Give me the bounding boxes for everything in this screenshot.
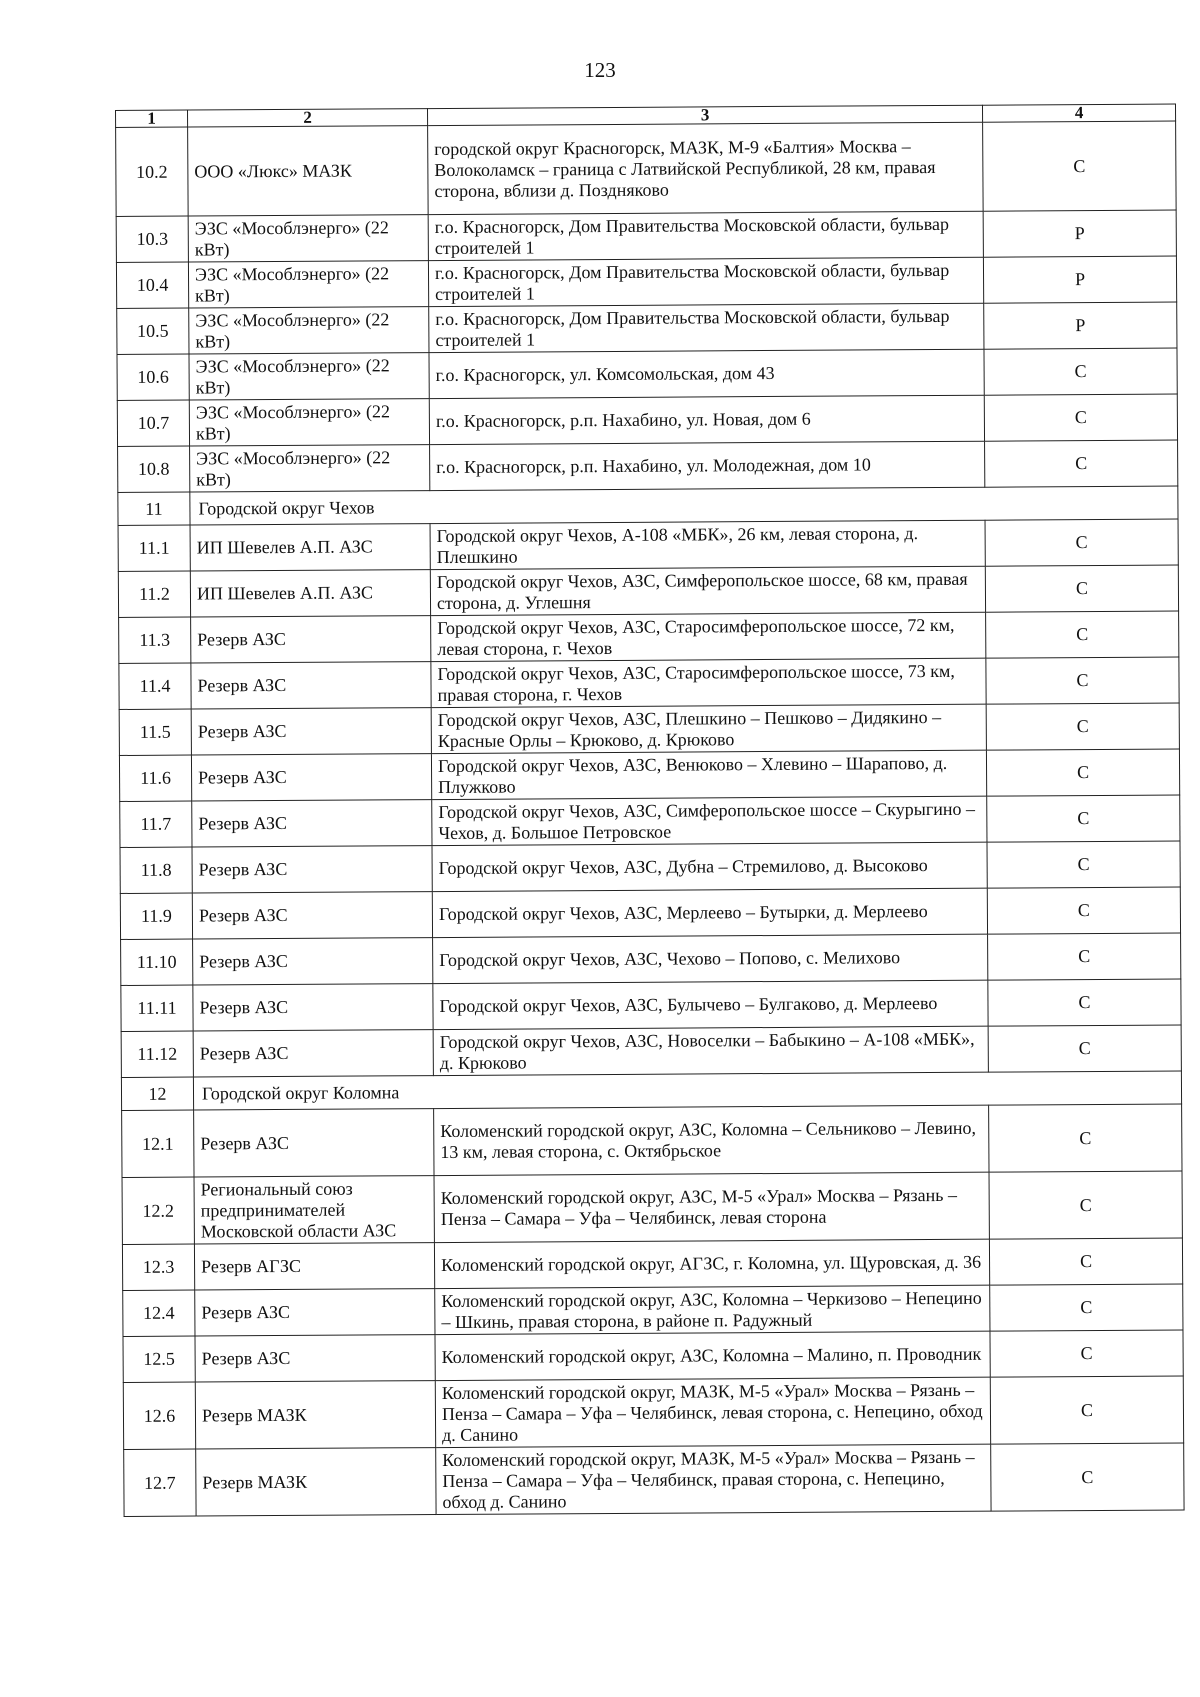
category-cell: С [985,519,1178,566]
table-row [123,1284,1183,1336]
organization-cell: ЭЗС «Мособлэнерго» (22 кВт) [189,353,429,400]
category-cell: С [987,887,1180,934]
category-cell: С [988,1025,1181,1072]
table-row [124,1443,1184,1516]
column-header: 2 [188,109,428,127]
section-number: 11 [118,492,190,525]
category-cell: Р [984,302,1177,349]
organization-cell: Резерв АГЗС [194,1243,434,1290]
location-cell: г.о. Красногорск, ул. Комсомольская, дом 43 [429,349,984,398]
location-cell: г.о. Красногорск, р.п. Нахабино, ул. Новая, дом 6 [429,395,984,444]
location-cell: Городской округ Чехов, АЗС, Старосимферопольское шоссе, 73 км, правая сторона, г. Чехов [431,658,986,707]
table-row [118,440,1178,492]
category-cell: С [990,1284,1183,1331]
row-number: 10.5 [117,308,189,354]
organization-cell: Резерв АЗС [192,846,432,893]
row-number: 11.9 [120,893,192,939]
row-number: 10.8 [118,446,190,492]
category-cell: С [986,749,1179,796]
table-row [116,256,1176,308]
table-row [121,933,1181,985]
row-number: 12.2 [122,1177,194,1244]
category-cell: С [984,348,1177,395]
category-cell: С [986,703,1179,750]
category-cell: Р [983,256,1176,303]
organization-cell: Резерв АЗС [195,1289,435,1336]
column-header: 1 [116,110,188,127]
table-row [121,979,1181,1031]
table-row [116,121,1177,216]
table-row [117,302,1177,354]
location-cell: Городской округ Чехов, АЗС, Старосимферопольское шоссе, 72 км, левая сторона, г. Чехов [431,612,986,661]
organization-cell: ИП Шевелев А.П. АЗС [190,524,430,571]
location-cell: Коломенский городской округ, АЗС, Коломна – Сельниково – Левино, 13 км, левая сторона, с. Октябрьское [434,1105,989,1175]
location-cell: Коломенский городской округ, АГЗС, г. Коломна, ул. Щуровская, д. 36 [434,1239,989,1288]
row-number: 11.10 [121,939,193,985]
category-cell: Р [983,210,1176,257]
location-cell: Городской округ Чехов, АЗС, Булычево – Булгаково, д. Мерлеево [433,980,988,1029]
organization-cell: Резерв АЗС [192,800,432,847]
location-cell: Коломенский городской округ, МАЗК, М-5 «Урал» Москва – Рязань – Пенза – Самара – Уфа – Челябинск, правая сторона, с. Непецино, обход д. Санино [436,1444,991,1514]
organization-cell: Резерв АЗС [193,938,433,985]
organization-cell: Резерв АЗС [191,662,431,709]
organization-cell: ИП Шевелев А.П. АЗС [190,570,430,617]
row-number: 12.5 [123,1336,195,1382]
row-number: 11.8 [120,847,192,893]
location-cell: городской округ Красногорск, МАЗК, М-9 «Балтия» Москва – Волоколамск – граница с Латвийской Республикой, 28 км, правая сторона, вблизи д. Поздняково [428,122,984,214]
organization-cell: ЭЗС «Мособлэнерго» (22 кВт) [189,399,429,446]
organization-cell: ЭЗС «Мособлэнерго» (22 кВт) [190,445,430,492]
row-number: 11.12 [121,1031,193,1077]
category-cell: С [984,394,1177,441]
row-number: 12.4 [123,1290,195,1336]
row-number: 11.3 [119,617,191,663]
row-number: 10.2 [116,127,189,216]
row-number: 11.2 [118,571,190,617]
organization-cell: Региональный союз предпринимателей Московской области АЗС [194,1176,434,1244]
table-row [117,394,1177,446]
row-number: 11.6 [119,755,191,801]
organization-cell: Резерв АЗС [191,616,431,663]
location-cell: Городской округ Чехов, АЗС, Дубна – Стремилово, д. Высоково [432,842,987,891]
category-cell: С [987,795,1180,842]
row-number: 12.6 [123,1382,195,1449]
table-row [118,565,1178,617]
row-number: 12.3 [122,1244,194,1290]
row-number: 11.7 [120,801,192,847]
table-row [123,1376,1183,1449]
row-number: 11.4 [119,663,191,709]
location-cell: Коломенский городской округ, АЗС, Коломна – Черкизово – Непецино – Шкинь, правая сторона, в районе п. Радужный [435,1285,990,1334]
location-cell: Городской округ Чехов, АЗС, Мерлеево – Бутырки, д. Мерлеево [432,888,987,937]
row-number: 10.4 [116,262,188,308]
location-cell: Городской округ Чехов, АЗС, Венюково – Хлевино – Шарапово, д. Плужково [431,750,986,799]
table-row [120,841,1180,893]
table-row [119,657,1179,709]
category-cell: С [986,657,1179,704]
organization-cell: Резерв АЗС [194,1109,434,1177]
table-row [122,1104,1182,1177]
table-row [122,1238,1182,1290]
registry-table-container [115,104,1184,1517]
organization-cell: Резерв АЗС [192,892,432,939]
organization-cell: Резерв АЗС [191,754,431,801]
category-cell: С [986,611,1179,658]
table-row [123,1330,1183,1382]
row-number: 12.7 [124,1449,196,1516]
table-row [119,749,1179,801]
organization-cell: ЭЗС «Мособлэнерго» (22 кВт) [188,261,428,308]
row-number: 11.5 [119,709,191,755]
organization-cell: Резерв МАЗК [195,1381,435,1449]
location-cell: Коломенский городской округ, МАЗК, М-5 «Урал» Москва – Рязань – Пенза – Самара – Уфа – Челябинск, левая сторона, с. Непецино, обход д. Санино [435,1377,990,1447]
table-row [122,1171,1182,1244]
category-cell: С [983,121,1177,211]
organization-cell: ООО «Люкс» МАЗК [188,126,429,216]
page-number: 123 [584,58,616,82]
location-cell: Городской округ Чехов, А-108 «МБК», 26 км, левая сторона, д. Плешкино [430,520,985,569]
row-number: 11.1 [118,525,190,571]
location-cell: г.о. Красногорск, Дом Правительства Московской области, бульвар строителей 1 [428,211,983,260]
table-row [119,611,1179,663]
column-header: 4 [982,104,1175,122]
category-cell: С [988,979,1181,1026]
category-cell: С [990,1376,1183,1444]
category-cell: С [989,1104,1182,1172]
location-cell: Городской округ Чехов, АЗС, Симферопольское шоссе, 68 км, правая сторона, д. Углешня [430,566,985,615]
location-cell: Городской округ Чехов, АЗС, Новоселки – Бабыкино – А-108 «МБК», д. Крюково [433,1026,988,1075]
table-row [120,795,1180,847]
row-number: 10.3 [116,216,188,262]
table-row [119,703,1179,755]
organization-cell: ЭЗС «Мособлэнерго» (22 кВт) [188,215,428,262]
location-cell: Городской округ Чехов, АЗС, Чехово – Попово, с. Мелихово [433,934,988,983]
table-row [118,519,1178,571]
organization-cell: Резерв АЗС [193,1030,433,1077]
section-title: Городской округ Чехов [190,486,1178,525]
section-number: 12 [121,1077,193,1110]
location-cell: г.о. Красногорск, Дом Правительства Московской области, бульвар строителей 1 [428,257,983,306]
location-cell: Городской округ Чехов, АЗС, Плешкино – Пешково – Дидякино – Красные Орлы – Крюково, д. Крюково [431,704,986,753]
category-cell: С [989,1238,1182,1285]
category-cell: С [991,1443,1184,1511]
location-cell: г.о. Красногорск, Дом Правительства Московской области, бульвар строителей 1 [429,303,984,352]
table-body [116,121,1184,1516]
category-cell: С [988,933,1181,980]
category-cell: С [987,841,1180,888]
organization-cell: Резерв МАЗК [196,1448,436,1516]
location-cell: г.о. Красногорск, р.п. Нахабино, ул. Молодежная, дом 10 [430,441,985,490]
category-cell: С [989,1171,1182,1239]
column-header: 3 [427,105,982,125]
table-row [120,887,1180,939]
location-cell: Коломенский городской округ, АЗС, М-5 «Урал» Москва – Рязань – Пенза – Самара – Уфа – Челябинск, левая сторона [434,1172,989,1242]
row-number: 12.1 [122,1110,194,1177]
table-row [117,348,1177,400]
table-row [116,210,1176,262]
category-cell: С [985,565,1178,612]
location-cell: Городской округ Чехов, АЗС, Симферопольское шоссе – Скурыгино – Чехов, д. Большое Петровское [432,796,987,845]
registry-table [115,104,1185,1517]
row-number: 11.11 [121,985,193,1031]
category-cell: С [985,440,1178,487]
row-number: 10.7 [117,400,189,446]
location-cell: Коломенский городской округ, АЗС, Коломна – Малино, п. Проводник [435,1331,990,1380]
organization-cell: Резерв АЗС [191,708,431,755]
section-title: Городской округ Коломна [193,1071,1181,1110]
organization-cell: Резерв АЗС [195,1335,435,1382]
row-number: 10.6 [117,354,189,400]
table-row [121,1025,1181,1077]
organization-cell: Резерв АЗС [193,984,433,1031]
organization-cell: ЭЗС «Мособлэнерго» (22 кВт) [189,307,429,354]
category-cell: С [990,1330,1183,1377]
